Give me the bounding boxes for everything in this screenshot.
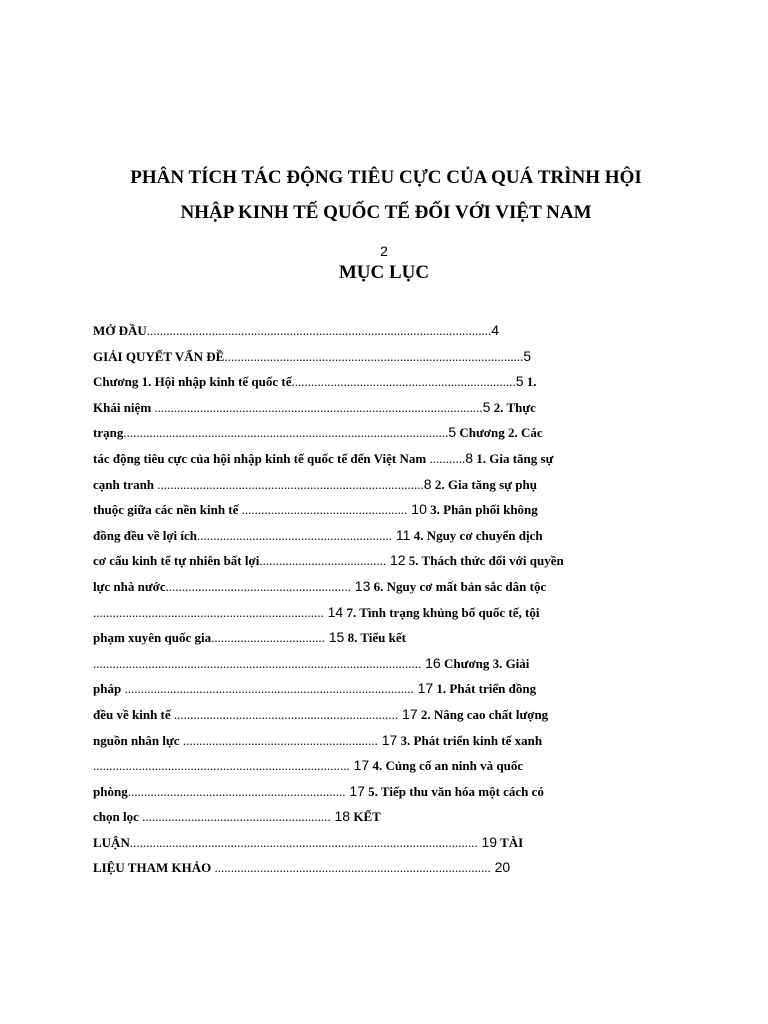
- toc-entry-text: 6. Nguy cơ mất bản sắc dân tộc: [370, 578, 547, 594]
- toc-leader: ...................................................: [238, 502, 408, 518]
- toc-page-number: 17: [377, 731, 398, 748]
- toc-entry-text: KẾT: [350, 809, 381, 825]
- toc-entry-text: thuộc giữa các nền kinh tế: [93, 502, 239, 518]
- toc-line: [93, 651, 675, 677]
- title-line-2: NHẬP KINH TẾ QUỐC TẾ ĐỐI VỚI VIỆT NAM: [180, 202, 592, 223]
- toc-line: [93, 420, 675, 446]
- toc-line: [93, 702, 675, 728]
- toc-leader: ...................................: [211, 630, 325, 646]
- toc-line: [93, 344, 675, 370]
- toc-leader: ............................................................: [197, 527, 392, 543]
- toc-entry-text: 3. Phát triển kinh tế xanh: [397, 732, 543, 748]
- toc-page-number: 19: [477, 833, 498, 850]
- toc-entry-text: GIẢI QUYẾT VẤN ĐỀ: [93, 348, 225, 364]
- toc-page-number: 8: [423, 475, 432, 492]
- toc-entry-text: chọn lọc: [93, 809, 139, 825]
- toc-entry-text: MỞ ĐẦU: [93, 323, 147, 338]
- toc-entry-text: 7. Tình trạng khủng bố quốc tế, tội: [343, 604, 540, 620]
- toc-page-number: 17: [413, 680, 434, 697]
- toc-page-number: 8: [465, 449, 473, 466]
- toc-line: [93, 830, 675, 856]
- toc-entry-text: LIỆU THAM KHẢO: [93, 860, 212, 876]
- toc-line: [93, 395, 675, 421]
- toc-line: [93, 369, 675, 395]
- toc-entry-text: Chương 1. Hội nhập kinh tế quốc tế: [93, 374, 292, 390]
- toc-entry-text: 2. Gia tăng sự phụ: [431, 476, 537, 492]
- toc-page-number: 11: [392, 526, 411, 543]
- toc-leader: ....................................................................................................: [123, 425, 449, 441]
- toc-leader: ..........................................................................................................: [146, 323, 492, 338]
- toc-page-number: 18: [330, 808, 351, 825]
- toc-entry-text: trạng: [93, 425, 124, 441]
- toc-entry-text: LUẬN: [93, 834, 130, 850]
- toc-entry-text: TÀI: [497, 834, 524, 850]
- toc-line: [93, 855, 675, 881]
- toc-page-number: 17: [398, 705, 418, 722]
- toc-leader: ...........................................................................................................: [129, 834, 478, 850]
- toc-page-number: 10: [407, 501, 427, 518]
- toc-line: [93, 523, 675, 549]
- toc-leader: ..................................................................................: [154, 476, 424, 492]
- toc-entry-text: Chương 3. Giải: [440, 655, 530, 671]
- toc-entry-text: 2. Thực: [490, 399, 536, 415]
- toc-page-number: 15: [324, 629, 345, 646]
- toc-entry-text: 3. Phân phối không: [426, 502, 538, 518]
- toc-entry-text: 5. Tiếp thu văn hóa một cách có: [364, 783, 544, 799]
- toc-page-number: 13: [350, 577, 371, 594]
- toc-leader: .....................................................................................: [211, 860, 491, 876]
- toc-entry-text: cơ cấu kinh tế tự nhiên bất lợi: [93, 553, 260, 569]
- toc-entry-text: tác động tiêu cực của hội nhập kinh tế quốc tế đến Việt Nam: [93, 450, 427, 466]
- toc-line: [93, 574, 675, 600]
- toc-page-number: 14: [323, 603, 344, 620]
- toc-entry-text: phạm xuyên quốc gia: [93, 630, 212, 646]
- toc-heading: MỤC LỤC: [338, 262, 430, 283]
- toc-leader: .......................................: [259, 553, 387, 569]
- toc-line: [93, 676, 675, 702]
- toc-entry-text: Khái niệm: [93, 399, 152, 415]
- toc-line: [93, 472, 675, 498]
- toc-entry-text: 4. Nguy cơ chuyển dịch: [410, 527, 543, 543]
- toc-leader: .....................................................................: [170, 706, 399, 722]
- toc-line: [93, 804, 675, 830]
- toc-leader: ...........: [426, 450, 466, 466]
- toc-leader: .......................................................................: [93, 604, 324, 620]
- toc-entry-text: 1. Gia tăng sự: [472, 450, 554, 466]
- toc-line: [93, 600, 675, 626]
- toc-leader: ............................................................................................: [224, 348, 524, 364]
- toc-entry-text: phòng: [93, 783, 128, 799]
- toc-page-number: 5: [482, 398, 491, 415]
- toc-entry-text: 8. Tiểu kết: [344, 630, 406, 646]
- toc-leader: ...............................................................................: [93, 758, 350, 774]
- toc-leader: .........................................................................................: [121, 681, 414, 697]
- toc-page-number: 12: [386, 552, 406, 569]
- toc-page-number: 4: [491, 322, 500, 338]
- toc-entry-text: cạnh tranh: [93, 476, 155, 492]
- title-line-1: PHÂN TÍCH TÁC ĐỘNG TIÊU CỰC CỦA QUÁ TRÌNH HỘI: [130, 167, 642, 188]
- toc-page-number: 5: [523, 347, 532, 364]
- toc-leader: ............................................................: [179, 732, 378, 748]
- toc-line: [93, 497, 675, 523]
- toc-entry-text: 4. Củng cố an ninh và quốc: [369, 758, 524, 774]
- toc-leader: .....................................................................................................: [93, 655, 422, 671]
- toc-line: [93, 446, 675, 472]
- toc-page-number: 5: [448, 424, 457, 441]
- toc-leader: .....................................................................: [291, 374, 516, 390]
- toc-entry-text: 1. Phát triển đồng: [433, 681, 537, 697]
- page-number: 2: [380, 243, 388, 259]
- toc-entry-text: 1.: [523, 374, 537, 390]
- toc-line: [93, 779, 675, 805]
- toc-line: [93, 318, 675, 344]
- toc-line: [93, 728, 675, 754]
- toc-entry-text: 5. Thách thức đối với quyền: [405, 553, 564, 569]
- toc-line: [93, 548, 675, 574]
- toc-page-number: 17: [349, 757, 370, 774]
- toc-entry-text: đồng đều về lợi ích: [93, 527, 197, 543]
- toc-entry-text: Chương 2. Các: [456, 425, 543, 441]
- table-of-contents: [93, 318, 675, 881]
- toc-line: [93, 625, 675, 651]
- toc-leader: .........................................................: [165, 578, 351, 594]
- toc-leader: ...................................................................: [127, 783, 346, 799]
- toc-entry-text: 2. Nâng cao chất lượng: [417, 706, 549, 722]
- toc-leader: ..........................................................: [138, 809, 331, 825]
- toc-entry-text: pháp: [93, 681, 122, 697]
- toc-page-number: 17: [345, 782, 365, 799]
- toc-leader: .....................................................................................................: [151, 399, 483, 415]
- toc-entry-text: đều về kinh tế: [93, 706, 171, 722]
- toc-entry-text: lực nhà nước: [93, 578, 166, 594]
- document-title: [60, 160, 712, 230]
- toc-page-number: 5: [515, 373, 524, 390]
- toc-entry-text: nguồn nhân lực: [93, 732, 180, 748]
- toc-line: [93, 753, 675, 779]
- toc-page-number: 16: [421, 654, 441, 671]
- toc-page-number: 20: [490, 859, 511, 876]
